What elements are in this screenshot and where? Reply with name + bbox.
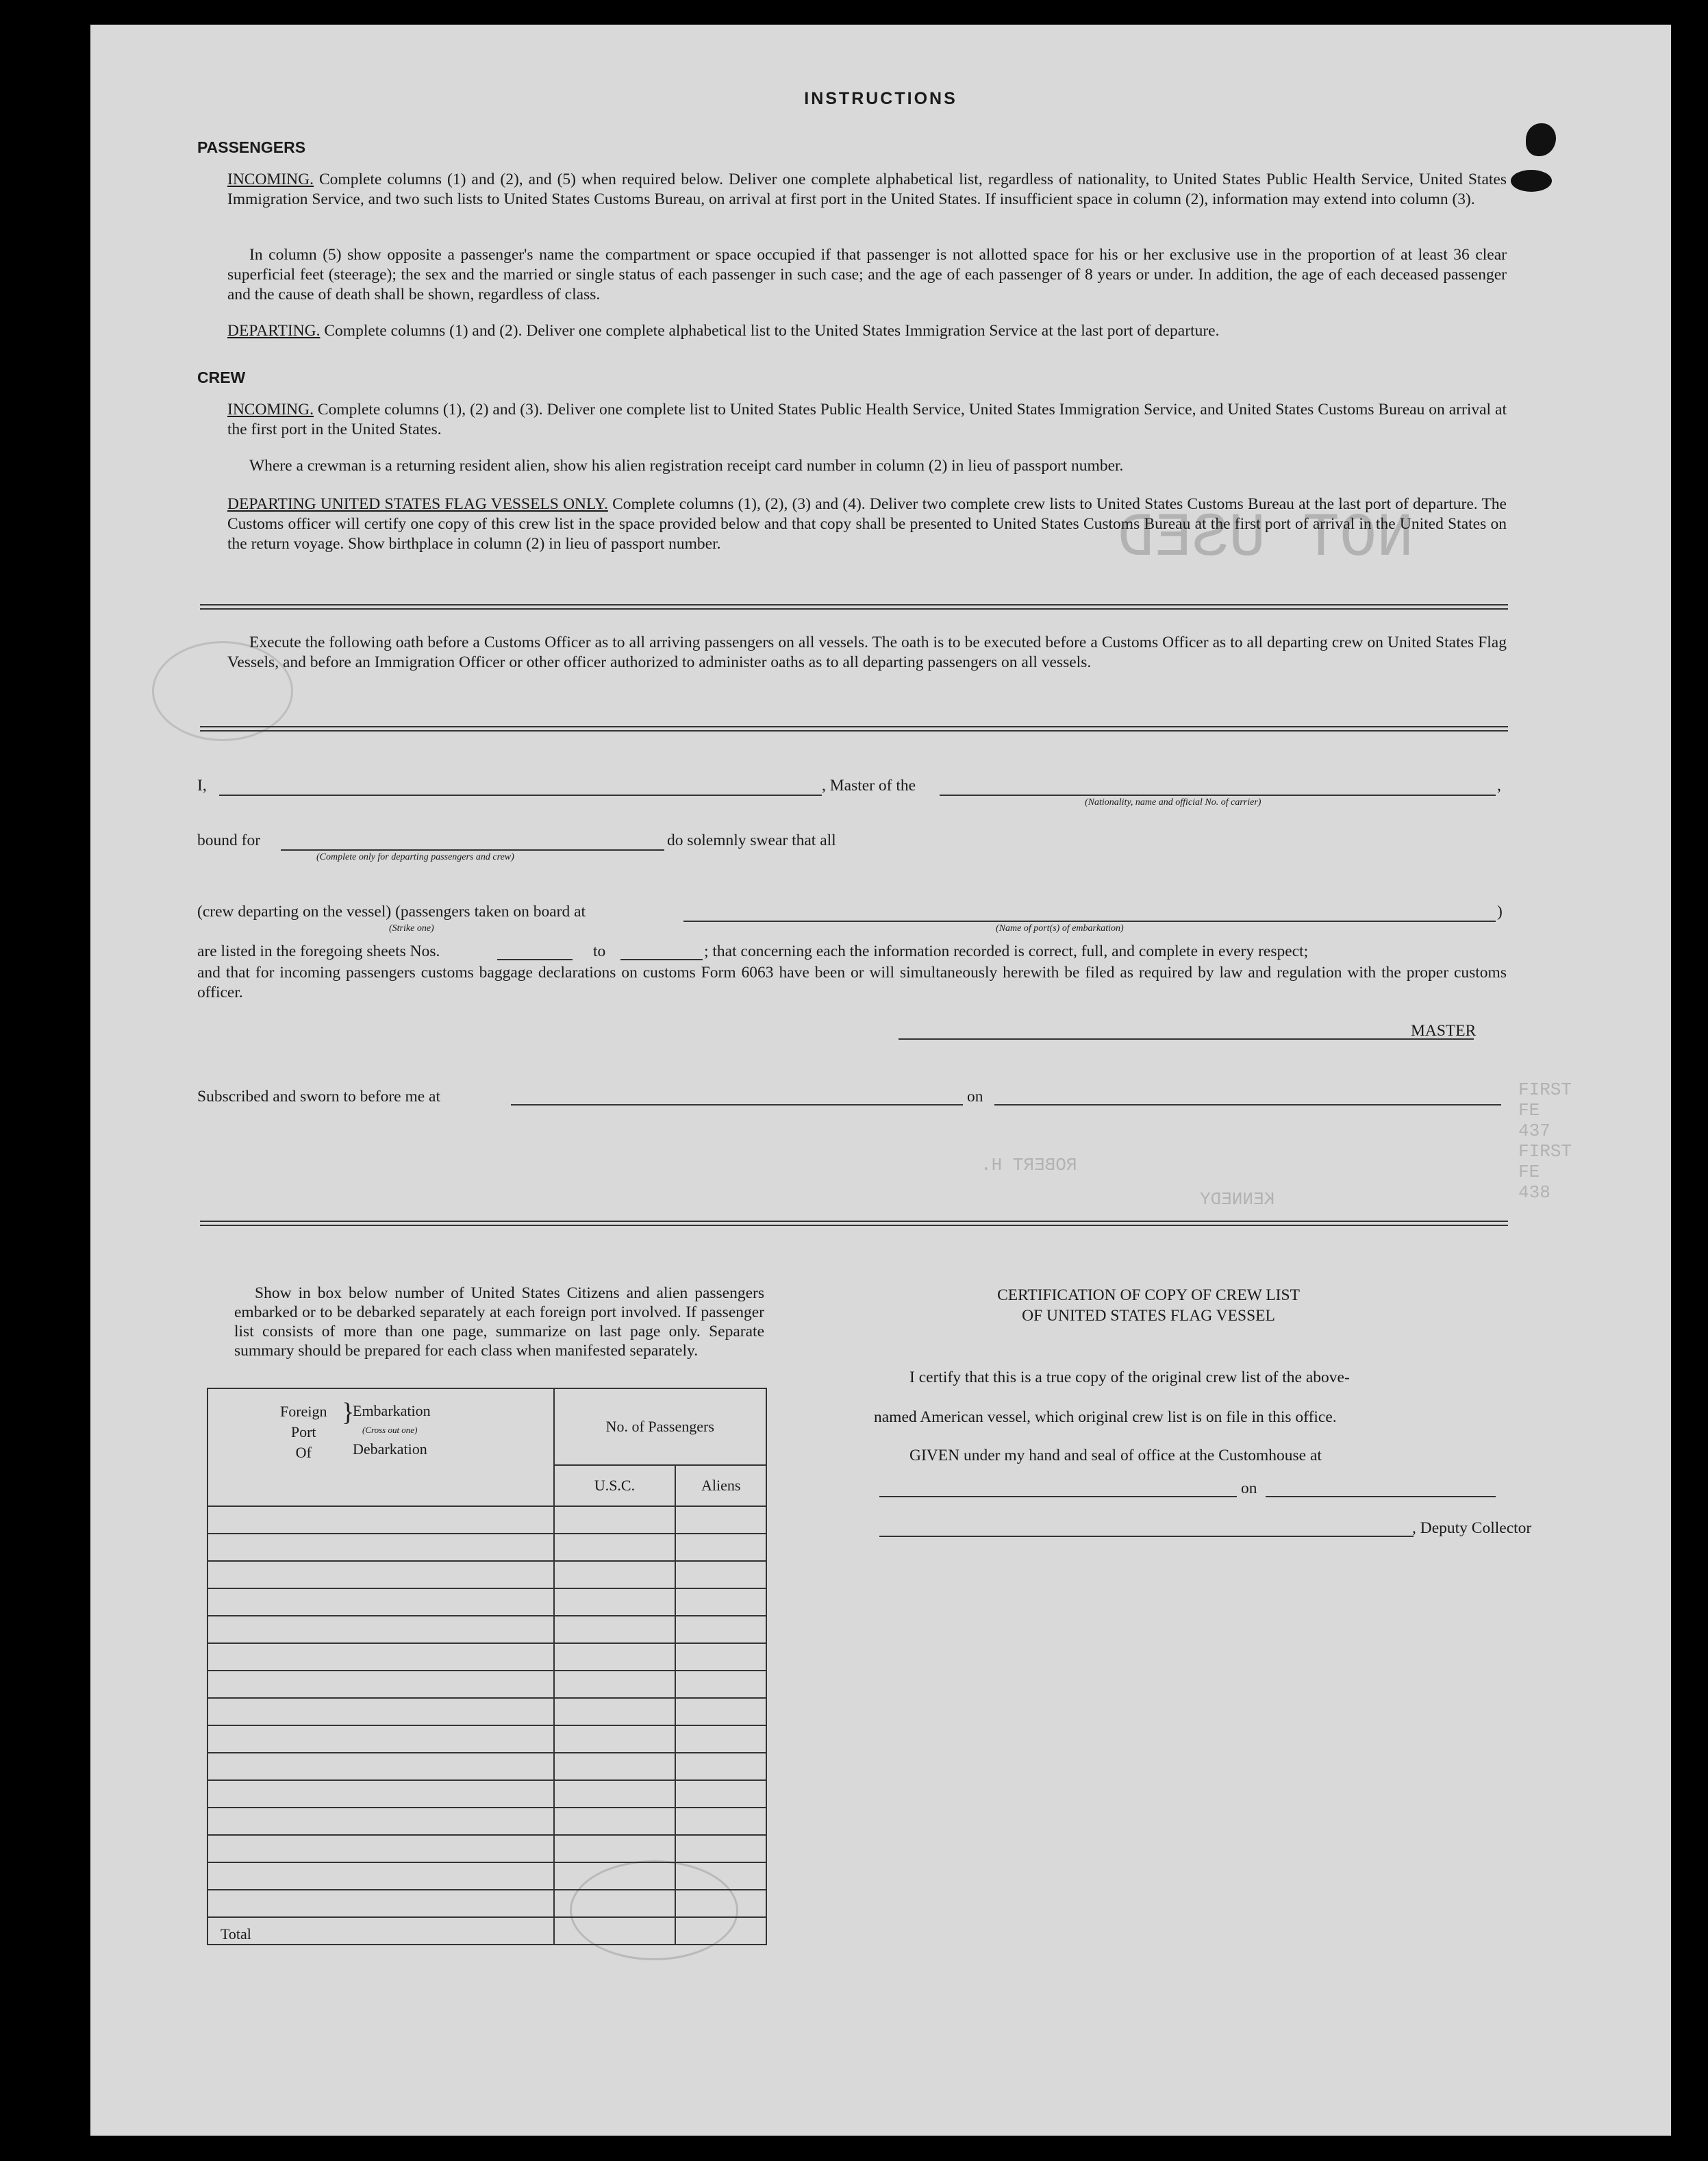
oath-intro: Execute the following oath before a Customs Officer as to all arriving passengers on all vessels. The oath is to be executed before a Customs Officer as to all departing crew on United States Flag Vessels, and before an Immigration Officer or other officer authorized to administer oaths as to all departing passengers on all vessels. [227,634,1507,671]
divider [200,1225,1508,1226]
ink-blot [1526,123,1556,156]
table-row[interactable] [208,1588,554,1616]
bound-for-label: bound for [197,832,261,849]
table-row[interactable] [208,1561,554,1588]
swear-text: do solemnly swear that all [667,832,836,849]
divider [200,726,1508,727]
crew-alien: Where a crewman is a returning resident alien, show his alien registration receipt card number in column (2) in lieu of passport number. [249,457,1124,475]
table-row[interactable] [208,1671,554,1698]
ports-field[interactable] [683,921,1496,922]
cert-on-label: on [1241,1479,1257,1497]
bleed-through-text: ROBERT H. [981,1155,1077,1175]
cert-heading-2: OF UNITED STATES FLAG VESSEL [1022,1307,1275,1325]
sheet-to-field[interactable] [620,959,703,960]
summary-instructions: Show in box below number of United States Citizens and alien passengers embarked or to be debarked separately at each foreign port involved. If passenger list consists of more than one page, summarize on last page only. Separate summary should be prepared for each class when manifested separately. [234,1284,764,1360]
bleed-through-text: FIRST FE 437 FIRST FE 438 [1518,1079,1572,1203]
master-signature-field[interactable] [899,1038,1474,1040]
listed-text-c: and that for incoming passengers customs baggage declarations on customs Form 6063 have been or will simultaneously herewith be filed as required by law and regulation with the proper customs officer. [197,964,1507,1001]
page-title: INSTRUCTIONS [804,89,957,108]
ink-blot [1511,170,1552,192]
total-label: Total [208,1917,554,1945]
cert-heading-1: CERTIFICATION OF COPY OF CREW LIST [997,1286,1300,1304]
col-port: Port [290,1423,316,1440]
oath-i-label: I, [197,777,207,795]
crew-departing: DEPARTING UNITED STATES FLAG VESSELS ONLY. Complete columns (1), (2), (3) and (4). Deliver two complete crew lists to United States Customs Bureau at the last port of departure. The Customs officer will certify one copy of this crew list in the space provided below and that copy shall be presented to United States Customs Bureau at the first port of arrival in the United States on the return voyage. Show birthplace in column (2) in lieu of passport number. [227,495,1507,553]
table-row[interactable] [208,1534,554,1561]
bleed-through-text: NOT USED [1118,504,1414,574]
col-embarkation: Embarkation [353,1402,431,1419]
strike-note: (Strike one) [389,923,434,934]
table-row[interactable] [208,1616,554,1643]
cert-line-3: GIVEN under my hand and seal of office at the Customhouse at [909,1447,1322,1464]
table-row[interactable] [208,1780,554,1808]
master-name-field[interactable] [219,795,822,796]
aliens-header: Aliens [675,1465,766,1506]
cert-line-2: named American vessel, which original crew list is on file in this office. [874,1408,1337,1426]
table-row[interactable] [208,1862,554,1890]
sworn-date-field[interactable] [994,1104,1501,1106]
deputy-collector-signature[interactable] [879,1536,1414,1537]
master-of-label: , Master of the [822,777,916,795]
bleed-through-text: KENNEDY [1200,1189,1275,1210]
cert-line-1: I certify that this is a true copy of the original crew list of the above- [909,1369,1350,1386]
divider [200,730,1508,732]
table-row[interactable] [208,1725,554,1753]
subscribed-text: Subscribed and sworn to before me at [197,1088,441,1106]
passengers-column5: In column (5) show opposite a passenger's name the compartment or space occupied if that passenger is not allotted space for his or her exclusive use in the proportion of at least 36 clear superficial feet (steerage); the sex and the married or single status of each passenger in such case; and the age of each passenger of 8 years or under. In addition, the age of each deceased passenger and the cause of death shall be shown, regardless of class. [227,246,1507,303]
table-row[interactable] [208,1890,554,1917]
certification-heading [837,1285,1460,1326]
col-of: Of [295,1444,312,1461]
passengers-departing: DEPARTING. Complete columns (1) and (2). Deliver one complete alphabetical list to the United States Immigration Service at the last port of departure. [227,322,1220,340]
passengers-heading: PASSENGERS [197,138,306,156]
table-row[interactable] [208,1835,554,1862]
total-aliens[interactable] [675,1917,766,1945]
divider [200,608,1508,610]
divider [200,604,1508,605]
sheet-from-field[interactable] [497,959,573,960]
usc-header: U.S.C. [554,1465,676,1506]
passenger-summary-table: Foreign Port Of } Embarkation (Cross out one) Debarkation No. of Passengers U.S.C. Aliens Total [207,1388,767,1945]
document-page: NOT USED KENNEDY ROBERT H. FIRST FE 437 FIRST FE 438 INSTRUCTIONS PASSENGERS INCOMING. Complete columns (1) and (2), and (5) when required below. Deliver one complete alphabetical list, regardless of nationality, to United States Public Health Service, United States Immigration Service, and two such lists to United States Customs Bureau, on arrival at first port in the United States. If insufficient space in column (2), information may extend into column (3). In column (5) show opposite a passenger's name the compartment or space occupied if that passenger is not allotted space for his or her exclusive use in the proportion of at least 36 clear superficial feet (steerage); the sex and the married or single status of each passenger in such case; and the age of each passenger of 8 years or under. In addition, the age of each deceased passenger and the cause of death shall be shown, regardless of class. DEPARTING. Complete columns (1) and (2). Deliver one complete alphabetical list to the United States Immigration Service at the last port of departure. CREW INCOMING. Complete columns (1), (2) and (3). Deliver one complete list to United States Public Health Service, United States Immigration Service, and United States Customs Bureau on arrival at the first port in the United States. Where a crewman is a returning resident alien, show his alien registration receipt card number in column (2) in lieu of passport number. DEPARTING UNITED STATES FLAG VESSELS ONLY. Complete columns (1), (2), (3) and (4). Deliver two complete crew lists to United States Customs Bureau at the last port of departure. The Customs officer will certify one copy of this crew list in the space provided below and that copy shall be presented to United States Customs Bureau at the first port of arrival in the United States on the return voyage. Show birthplace in column (2) in lieu of passport number. Execute the following oath before a Customs Officer as to all arriving passengers on all vessels. The oath is to be executed before a Customs Officer as to all departing crew on United States Flag Vessels, and before an Immigration Officer or other officer authorized to administer oaths as to all departing passengers on all vessels. I, , Master of the , (Nationality, name and official No. of carrier) bound for do solemnly swear that all (Complete only for departing passengers and crew) (crew departing on the vessel) (passengers taken on board at ) (Strike one) (Name of port(s) of embarkation) are listed in the foregoing sheets Nos. to ; that concerning each the information recorded is correct, full, and complete in every respect; and that for incoming passengers customs baggage declarations on customs Form 6063 have been or will simultaneously herewith be filed as required by law and regulation with the proper customs officer. MASTER Subscribed and sworn to before me at on Show in box below number of United States Citizens and alien passengers embarked or to be debarked separately at each foreign port involved. If passenger list consists of more than one page, summarize on last page only. Separate summary should be prepared for each class when manifested separately. Foreign Port Of } Embarkation (Cross out one) Debarkation No. of Passengers U.S.C. Aliens Total CERTIFICATION OF COPY OF CREW LIST OF UNITED STATES FLAG VESSEL I certify that this is a true copy of the original crew list of the above- named American vessel, which original crew list is on file in this office. GIVEN under my hand and seal of office at the Customhouse at on , Deputy Collector [90,25,1671,2136]
divider [200,1221,1508,1222]
crew-heading: CREW [197,369,246,386]
on-label: on [967,1088,983,1106]
listed-to: to [593,942,606,960]
table-row[interactable] [208,1506,554,1534]
bound-note: (Complete only for departing passengers and crew) [316,852,514,862]
cert-place-field[interactable] [879,1496,1237,1497]
table-row[interactable] [208,1698,554,1725]
table-row[interactable] [208,1643,554,1671]
listed-text-b: ; that concerning each the information recorded is correct, full, and complete in every respect; [704,942,1309,960]
crew-departing-text: (crew departing on the vessel) (passengers taken on board at [197,903,586,921]
no-passengers-header: No. of Passengers [554,1388,766,1465]
master-label: MASTER [1411,1022,1477,1040]
table-row[interactable] [208,1753,554,1780]
col-debarkation: Debarkation [353,1440,427,1458]
table-row[interactable] [208,1808,554,1835]
bound-for-field[interactable] [281,849,664,851]
listed-text-a: are listed in the foregoing sheets Nos. [197,942,440,960]
carrier-field[interactable] [940,795,1496,796]
cross-out-note: (Cross out one) [362,1425,418,1435]
cert-date-field[interactable] [1266,1496,1496,1497]
passengers-incoming: INCOMING. Complete columns (1) and (2), and (5) when required below. Deliver one complete alphabetical list, regardless of nationality, to United States Public Health Service, United States Immigration Service, and two such lists to United States Customs Bureau, on arrival at first port in the United States. If insufficient space in column (2), information may extend into column (3). [227,171,1507,208]
close-paren: ) [1497,903,1503,921]
crew-incoming: INCOMING. Complete columns (1), (2) and (3). Deliver one complete list to United States Public Health Service, United States Immigration Service, and United States Customs Bureau on arrival at the first port in the United States. [227,401,1507,438]
total-usc[interactable] [554,1917,676,1945]
carrier-note: (Nationality, name and official No. of carrier) [1085,797,1261,808]
col-foreign: Foreign [280,1403,327,1420]
ports-note: (Name of port(s) of embarkation) [996,923,1124,934]
deputy-collector-label: , Deputy Collector [1412,1519,1532,1537]
sworn-place-field[interactable] [511,1104,963,1106]
